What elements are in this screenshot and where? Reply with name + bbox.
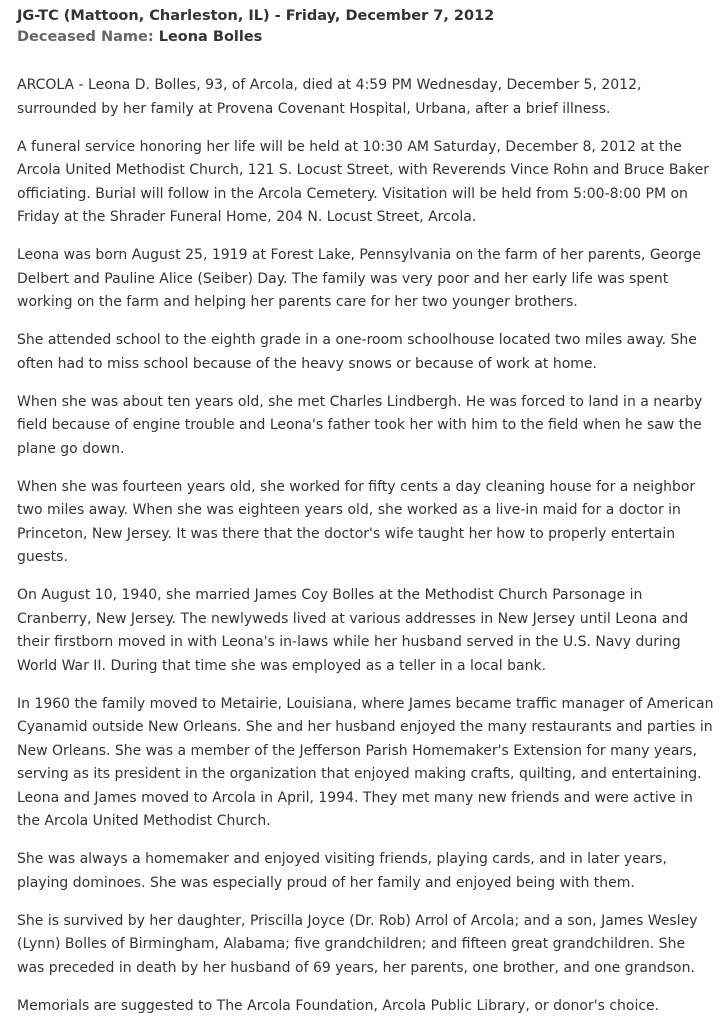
- paragraph-death-notice: ARCOLA - Leona D. Bolles, 93, of Arcola, died at 4:59 PM Wednesday, December 5, 2012, surrounded by her family at Provena Covenant Hospital, Urbana, after a brief illness.: [17, 77, 642, 117]
- deceased-name-heading: [17, 27, 714, 48]
- deceased-name-label: Deceased Name:: [17, 29, 154, 45]
- paragraph-lindbergh: When she was about ten years old, she met Charles Lindbergh. He was forced to land in a nearby field because of engine trouble and Leona's father took her with him to the field when he saw the plane go down.: [17, 393, 703, 457]
- paragraph-marriage: On August 10, 1940, she married James Coy Bolles at the Methodist Church Parsonage in Cranberry, New Jersey. The newlyweds lived at various addresses in New Jersey until Leona and their firstborn moved in with Leona's in-laws while her husband served in the U.S. Navy during World War II. During that time she was employed as a teller in a local bank.: [17, 587, 689, 674]
- deceased-name-value: Leona Bolles: [158, 29, 263, 45]
- source-date-heading: JG-TC (Mattoon, Charleston, IL) - Friday, December 7, 2012: [17, 8, 495, 24]
- paragraph-funeral-service: A funeral service honoring her life will be held at 10:30 AM Saturday, December 8, 2012 at the Arcola United Methodist Church, 121 S. Locust Street, with Reverends Vince Rohn and Bruce Baker officiating. Burial will follow in the Arcola Cemetery. Visitation will be held from 5:00-8:00 PM on Friday at the Shrader Funeral Home, 204 N. Locust Street, Arcola.: [17, 138, 709, 225]
- paragraph-memorials: Memorials are suggested to The Arcola Foundation, Arcola Public Library, or donor's choice.: [17, 997, 660, 1014]
- paragraph-survivors: She is survived by her daughter, Priscilla Joyce (Dr. Rob) Arrol of Arcola; and a son, James Wesley (Lynn) Bolles of Birmingham, Alabama; five grandchildren; and fifteen great grandchildren. She was preceded in death by her husband of 69 years, her parents, one brother, and one grandson.: [17, 912, 698, 976]
- obituary-body: [17, 74, 714, 1018]
- paragraph-louisiana: In 1960 the family moved to Metairie, Louisiana, where James became traffic manager of American Cyanamid outside New Orleans. She and her husband enjoyed the many restaurants and parties in New Orleans. She was a member of the Jefferson Parish Homemaker's Extension for many years, serving as its president in the organization that enjoyed making crafts, quilting, and entertaining. Leona and James moved to Arcola in April, 1994. They met many new friends and were active in the Arcola United Methodist Church.: [17, 695, 714, 829]
- paragraph-birth: Leona was born August 25, 1919 at Forest Lake, Pennsylvania on the farm of her parents, George Delbert and Pauline Alice (Seiber) Day. The family was very poor and her early life was spent working on the farm and helping her parents care for her two younger brothers.: [17, 247, 701, 310]
- paragraph-homemaker: She was always a homemaker and enjoyed visiting friends, playing cards, and in later years, playing dominoes. She was especially proud of her family and enjoyed being with them.: [17, 851, 667, 891]
- paragraph-early-work: When she was fourteen years old, she worked for fifty cents a day cleaning house for a neighbor two miles away. When she was eighteen years old, she worked as a live-in maid for a doctor in Princeton, New Jersey. It was there that the doctor's wife taught her how to properly entertain guests.: [17, 478, 696, 565]
- paragraph-school: She attended school to the eighth grade in a one-room schoolhouse located two miles away. She often had to miss school because of the heavy snows or because of work at home.: [17, 332, 697, 372]
